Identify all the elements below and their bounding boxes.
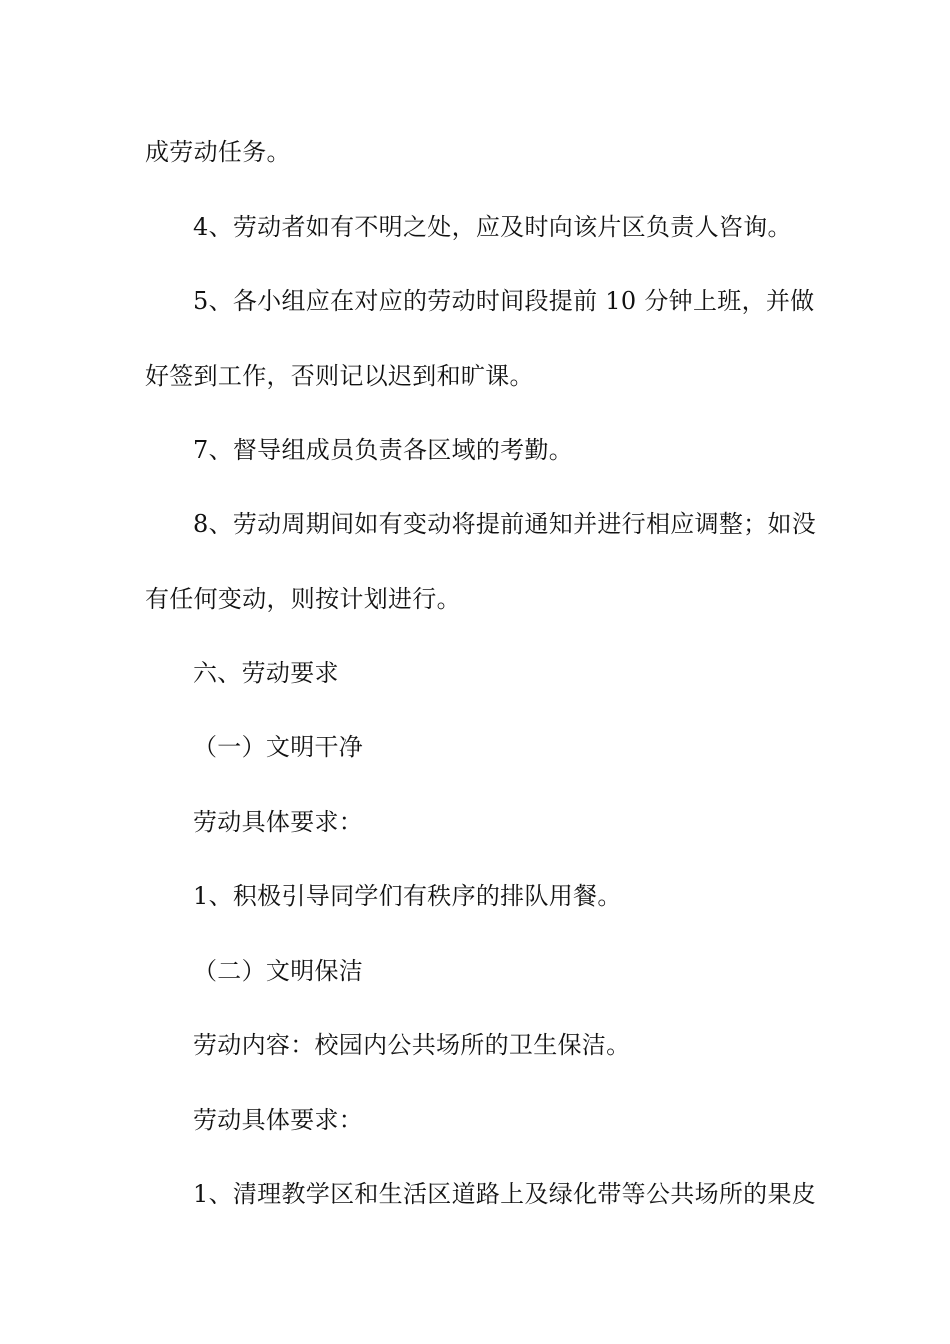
paragraph-item-5-continuation: 好签到工作，否则记以迟到和旷课。: [145, 362, 534, 390]
paragraph-item-7: 7、督导组成员负责各区域的考勤。: [193, 436, 574, 464]
requirement-item-1b: 1、清理教学区和生活区道路上及绿化带等公共场所的果皮: [193, 1180, 817, 1208]
paragraph-item-8: 8、劳动周期间如有变动将提前通知并进行相应调整；如没: [193, 510, 817, 538]
paragraph-item-8-continuation: 有任何变动，则按计划进行。: [145, 585, 461, 613]
paragraph-item-5: 5、各小组应在对应的劳动时间段提前 10 分钟上班，并做: [193, 287, 815, 315]
content-description: 劳动内容：校园内公共场所的卫生保洁。: [193, 1031, 631, 1059]
paragraph-item-4: 4、劳动者如有不明之处，应及时向该片区负责人咨询。: [193, 213, 792, 241]
paragraph-line-continuation: 成劳动任务。: [145, 138, 291, 166]
section-heading-six: 六、劳动要求: [193, 659, 339, 687]
requirements-label-1: 劳动具体要求：: [193, 808, 364, 836]
requirement-item-1a: 1、积极引导同学们有秩序的排队用餐。: [193, 882, 622, 910]
subsection-heading-one: （一）文明干净: [193, 733, 364, 761]
requirements-label-2: 劳动具体要求：: [193, 1106, 364, 1134]
subsection-heading-two: （二）文明保洁: [193, 957, 364, 985]
